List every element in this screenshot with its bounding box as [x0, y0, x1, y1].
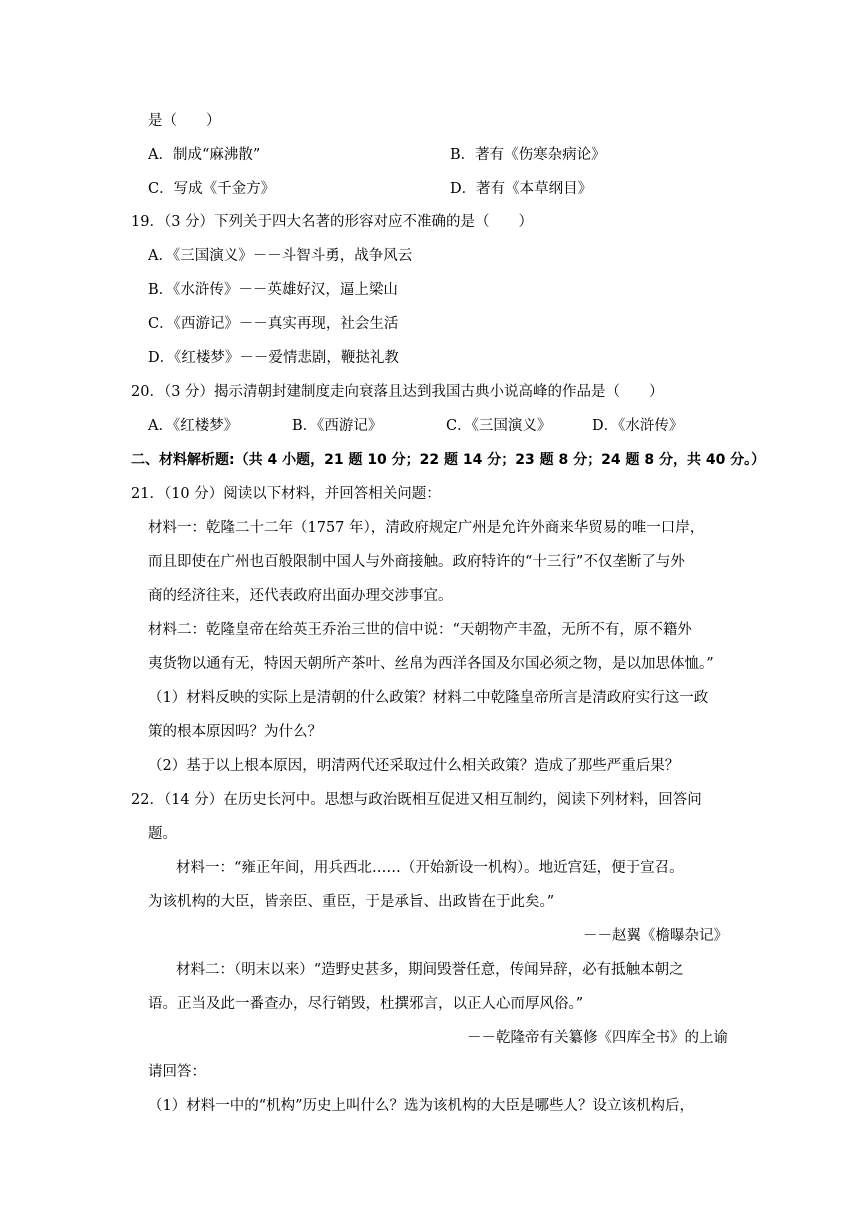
q18-option-d: D．著有《本草纲目》 [450, 181, 593, 197]
q22-prompt: 请回答： [148, 1064, 206, 1080]
q21-material1-line1: 材料一：乾隆二十二年（1757 年），清政府规定广州是允许外商来华贸易的唯一口岸， [148, 520, 705, 536]
q20-option-d: D．《水浒传》 [592, 418, 684, 434]
q18-option-c: C．写成《千金方》 [148, 181, 276, 197]
q18-option-a: A．制成“麻沸散” [148, 147, 261, 163]
q20-option-a: A．《红楼梦》 [148, 418, 239, 434]
q21-stem: 21．（10 分）阅读以下材料，并回答相关问题： [131, 486, 441, 502]
q20-stem: 20．（3 分）揭示清朝封建制度走向衰落且达到我国古典小说高峰的作品是（ ） [131, 384, 664, 400]
q21-material1-line2: 而且即使在广州也百般限制中国人与外商接触。政府特许的“十三行”不仅垄断了与外 [148, 554, 685, 570]
q21-material2-line1: 材料二：乾隆皇帝在给英王乔治三世的信中说：“天朝物产丰盈，无所不有，原不籍外 [148, 622, 692, 638]
q19-option-d: D．《红楼梦》－－爱情悲剧，鞭挞礼教 [148, 350, 399, 366]
q20-option-c: C．《三国演义》 [446, 418, 552, 434]
q22-material2-line2: 语。正当及此一番查办，尽行销毁，杜撰邪言，以正人心而厚风俗。” [148, 996, 584, 1012]
q21-sub1-line2: 策的根本原因吗？为什么？ [148, 724, 322, 740]
q21-material2-line2: 夷货物以通有无，特因天朝所产茶叶、丝帛为西洋各国及尔国必须之物，是以加思体恤。” [148, 656, 714, 672]
q19-option-a: A．《三国演义》－－斗智斗勇，战争风云 [148, 248, 413, 264]
q22-source2: －－乾隆帝有关纂修《四库全书》的上谕 [467, 1030, 728, 1046]
q19-option-b: B．《水浒传》－－英雄好汉，逼上梁山 [148, 282, 398, 298]
q18-option-b: B．著有《伤寒杂病论》 [450, 147, 606, 163]
q22-material1-line2: 为该机构的大臣，皆亲臣、重臣，于是承旨、出政皆在于此矣。” [148, 894, 555, 910]
q19-option-c: C．《西游记》－－真实再现，社会生活 [148, 316, 399, 332]
q22-stem-line2: 题。 [148, 826, 177, 842]
q22-source1: －－赵翼《檐曝杂记》 [583, 928, 728, 944]
q22-material1-line1: 材料一：“雍正年间，用兵西北……（开始新设一机构）。地近宫廷，便于宣召。 [176, 860, 684, 876]
q22-stem-line1: 22．（14 分）在历史长河中。思想与政治既相互促进又相互制约，阅读下列材料，回答问 [131, 792, 702, 808]
q21-sub2: （2）基于以上根本原因，明清两代还采取过什么相关政策？造成了那些严重后果？ [148, 758, 680, 774]
q22-sub1: （1）材料一中的“机构”历史上叫什么？选为该机构的大臣是哪些人？设立该机构后， [148, 1098, 695, 1114]
q21-sub1-line1: （1）材料反映的实际上是清朝的什么政策？材料二中乾隆皇帝所言是清政府实行这一政 [148, 690, 709, 706]
section-heading: 二、材料解析题:（共 4 小题，21 题 10 分；22 题 14 分；23 题 8 分；24 题 8 分，共 40 分。） [131, 452, 766, 468]
q18-stem-tail: 是（ ） [148, 113, 221, 129]
q20-option-b: B．《西游记》 [292, 418, 383, 434]
q21-material1-line3: 商的经济往来，还代表政府出面办理交涉事宜。 [148, 588, 453, 604]
q19-stem: 19．（3 分）下列关于四大名著的形容对应不准确的是（ ） [131, 214, 534, 230]
q22-material2-line1: 材料二：（明末以来）“造野史甚多，期间毁誉任意，传闻异辞，必有抵触本朝之 [176, 962, 684, 978]
